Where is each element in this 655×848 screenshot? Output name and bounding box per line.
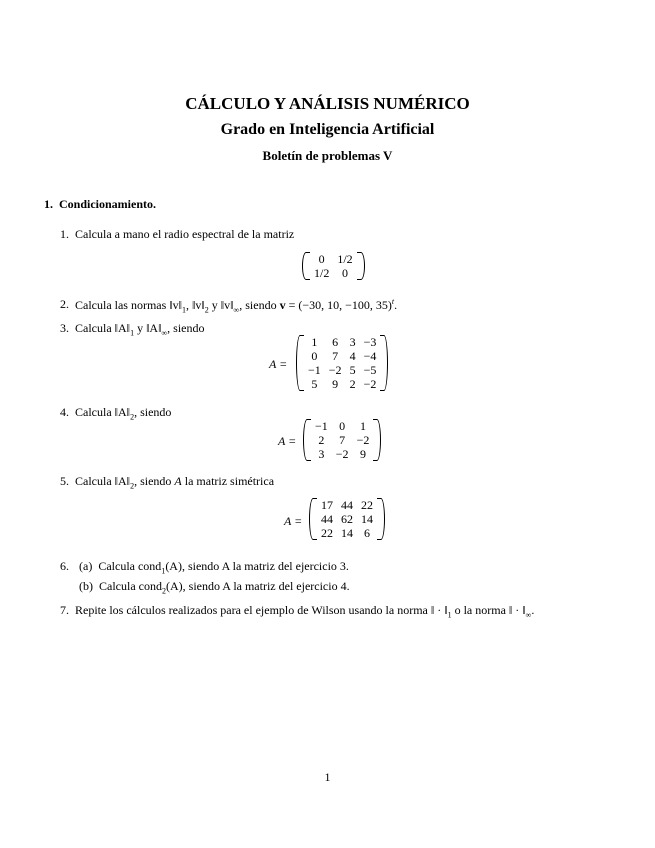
sheet-title: Boletín de problemas V (262, 148, 393, 163)
section-heading (44, 197, 156, 212)
matrix-left-paren (302, 252, 310, 280)
matrix-cell: 1/2 (337, 252, 353, 266)
problem-3-lhs: A = (269, 357, 288, 371)
matrix-cell: 0 (342, 266, 349, 280)
page-number: 1 (324, 770, 331, 784)
page-title: CÁLCULO Y ANÁLISIS NUMÉRICO (185, 94, 470, 113)
matrix-cell: 1/2 (314, 266, 330, 280)
problem-7-text: Repite los cálculos realizados para el ejemplo de Wilson usando la norma ‖ · $‖_1$ o la norma ‖ · $‖_\infty$. (75, 603, 535, 620)
problem-6a: (a) Calcula cond$_1$(A), siendo A la matriz del ejercicio 3. (79, 559, 349, 576)
problem-7-number: 7. (60, 603, 69, 617)
problem-5-text: Calcula $‖A‖_2$, siendo A la matriz simétrica (75, 474, 275, 491)
problem-3-text: Calcula $‖A‖_1$ y $‖A‖_\infty$, siendo (75, 321, 205, 338)
problem-5-lhs: A = (284, 514, 303, 528)
problem-2-number: 2. (60, 297, 69, 311)
section-number: 1. (44, 197, 53, 211)
problem-4-number: 4. (60, 405, 69, 419)
problem-2-text: Calcula las normas $‖v‖_1$, $‖v‖_2$ y $‖v‖_\infty$, siendo v = (−30, 10, −100, 35)$^t$. (75, 297, 398, 315)
problem-3-number: 3. (60, 321, 69, 335)
page-subtitle: Grado en Inteligencia Artificial (220, 121, 435, 138)
problem-6-number: 6. (60, 559, 69, 573)
problem-5-number: 5. (60, 474, 69, 488)
matrix-cell: 0 (318, 252, 325, 266)
problem-6b: (b) Calcula cond$_2$(A), siendo A la matriz del ejercicio 4. (79, 579, 350, 596)
problem-1-text: Calcula a mano el radio espectral de la matriz (75, 227, 295, 241)
problem-4-text: Calcula $‖A‖_2$, siendo (75, 405, 172, 422)
problem-1-number: 1. (60, 227, 69, 241)
section-title: Condicionamiento. (59, 197, 157, 211)
problem-5-matrix: 17 44 22 44 62 14 22 14 6 (309, 498, 385, 540)
problem-4-matrix: −1 0 1 2 7 −2 3 −2 9 (303, 419, 381, 461)
matrix-right-paren (357, 252, 365, 280)
problem-3-matrix: 1 6 3 −3 0 7 4 −4 −1 −2 5 −5 5 9 2 −2 (296, 335, 388, 391)
problem-1-matrix (302, 252, 365, 280)
problem-4-lhs: A = (278, 434, 297, 448)
